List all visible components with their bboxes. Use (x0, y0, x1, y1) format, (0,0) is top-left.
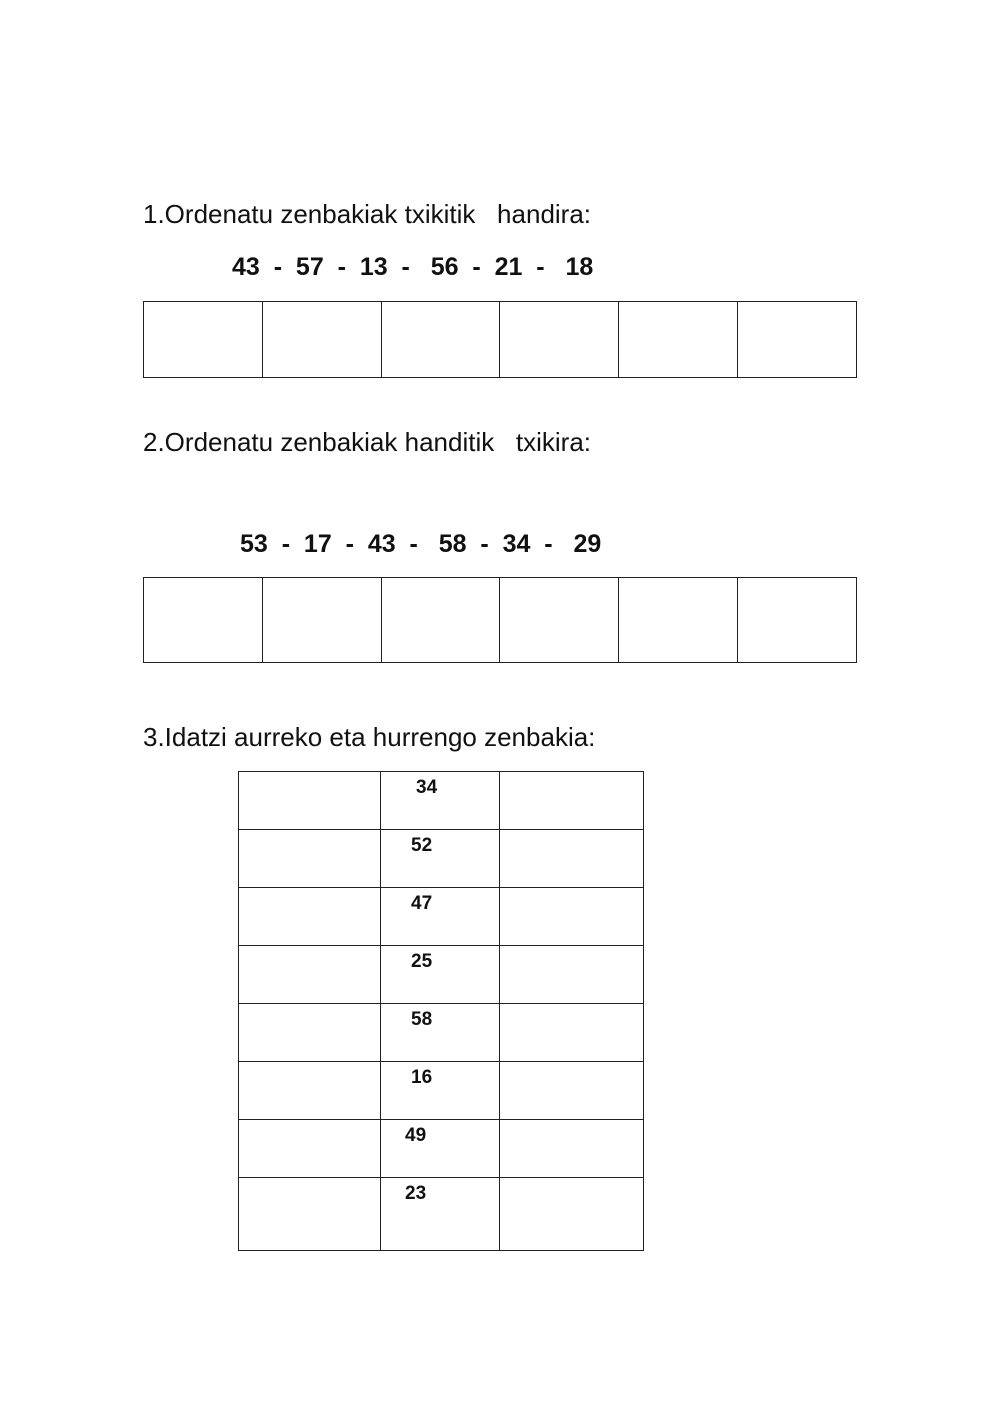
after-cell[interactable] (500, 888, 644, 946)
before-cell[interactable] (239, 1062, 381, 1120)
before-cell[interactable] (239, 946, 381, 1004)
exercise-2-numbers: 53 - 17 - 43 - 58 - 34 - 29 (240, 530, 602, 558)
answer-box[interactable] (381, 302, 500, 378)
before-cell[interactable] (239, 1178, 381, 1251)
answer-box[interactable] (738, 578, 857, 663)
exercise-3-neighbor-table (238, 771, 644, 1251)
given-number: 34 (381, 772, 500, 830)
given-number: 58 (381, 1004, 500, 1062)
before-cell[interactable] (239, 888, 381, 946)
after-cell[interactable] (500, 772, 644, 830)
answer-box[interactable] (500, 578, 619, 663)
exercise-1-numbers: 43 - 57 - 13 - 56 - 21 - 18 (232, 253, 594, 281)
table-row (239, 1004, 644, 1062)
after-cell[interactable] (500, 1178, 644, 1251)
before-cell[interactable] (239, 1120, 381, 1178)
after-cell[interactable] (500, 830, 644, 888)
answer-box[interactable] (144, 302, 263, 378)
answer-box[interactable] (144, 578, 263, 663)
table-row (239, 1178, 644, 1251)
after-cell[interactable] (500, 1004, 644, 1062)
answer-box[interactable] (619, 578, 738, 663)
answer-box[interactable] (619, 302, 738, 378)
table-row (239, 830, 644, 888)
table-row (239, 1062, 644, 1120)
given-number: 23 (381, 1178, 500, 1251)
before-cell[interactable] (239, 772, 381, 830)
given-number: 47 (381, 888, 500, 946)
table-row (239, 1120, 644, 1178)
after-cell[interactable] (500, 1062, 644, 1120)
before-cell[interactable] (239, 830, 381, 888)
answer-box[interactable] (738, 302, 857, 378)
before-cell[interactable] (239, 1004, 381, 1062)
answer-box[interactable] (262, 578, 381, 663)
given-number: 25 (381, 946, 500, 1004)
after-cell[interactable] (500, 1120, 644, 1178)
answer-box[interactable] (262, 302, 381, 378)
answer-box[interactable] (381, 578, 500, 663)
table-row (239, 946, 644, 1004)
exercise-1-title: 1.Ordenatu zenbakiak txikitik handira: (143, 199, 592, 229)
answer-box[interactable] (500, 302, 619, 378)
exercise-1-answer-boxes (143, 301, 857, 378)
after-cell[interactable] (500, 946, 644, 1004)
given-number: 49 (381, 1120, 500, 1178)
exercise-2-answer-boxes (143, 577, 857, 663)
table-row (239, 888, 644, 946)
exercise-3-title: 3.Idatzi aurreko eta hurrengo zenbakia: (143, 722, 596, 752)
exercise-2-title: 2.Ordenatu zenbakiak handitik txikira: (143, 427, 592, 457)
given-number: 16 (381, 1062, 500, 1120)
given-number: 52 (381, 830, 500, 888)
table-row (239, 772, 644, 830)
